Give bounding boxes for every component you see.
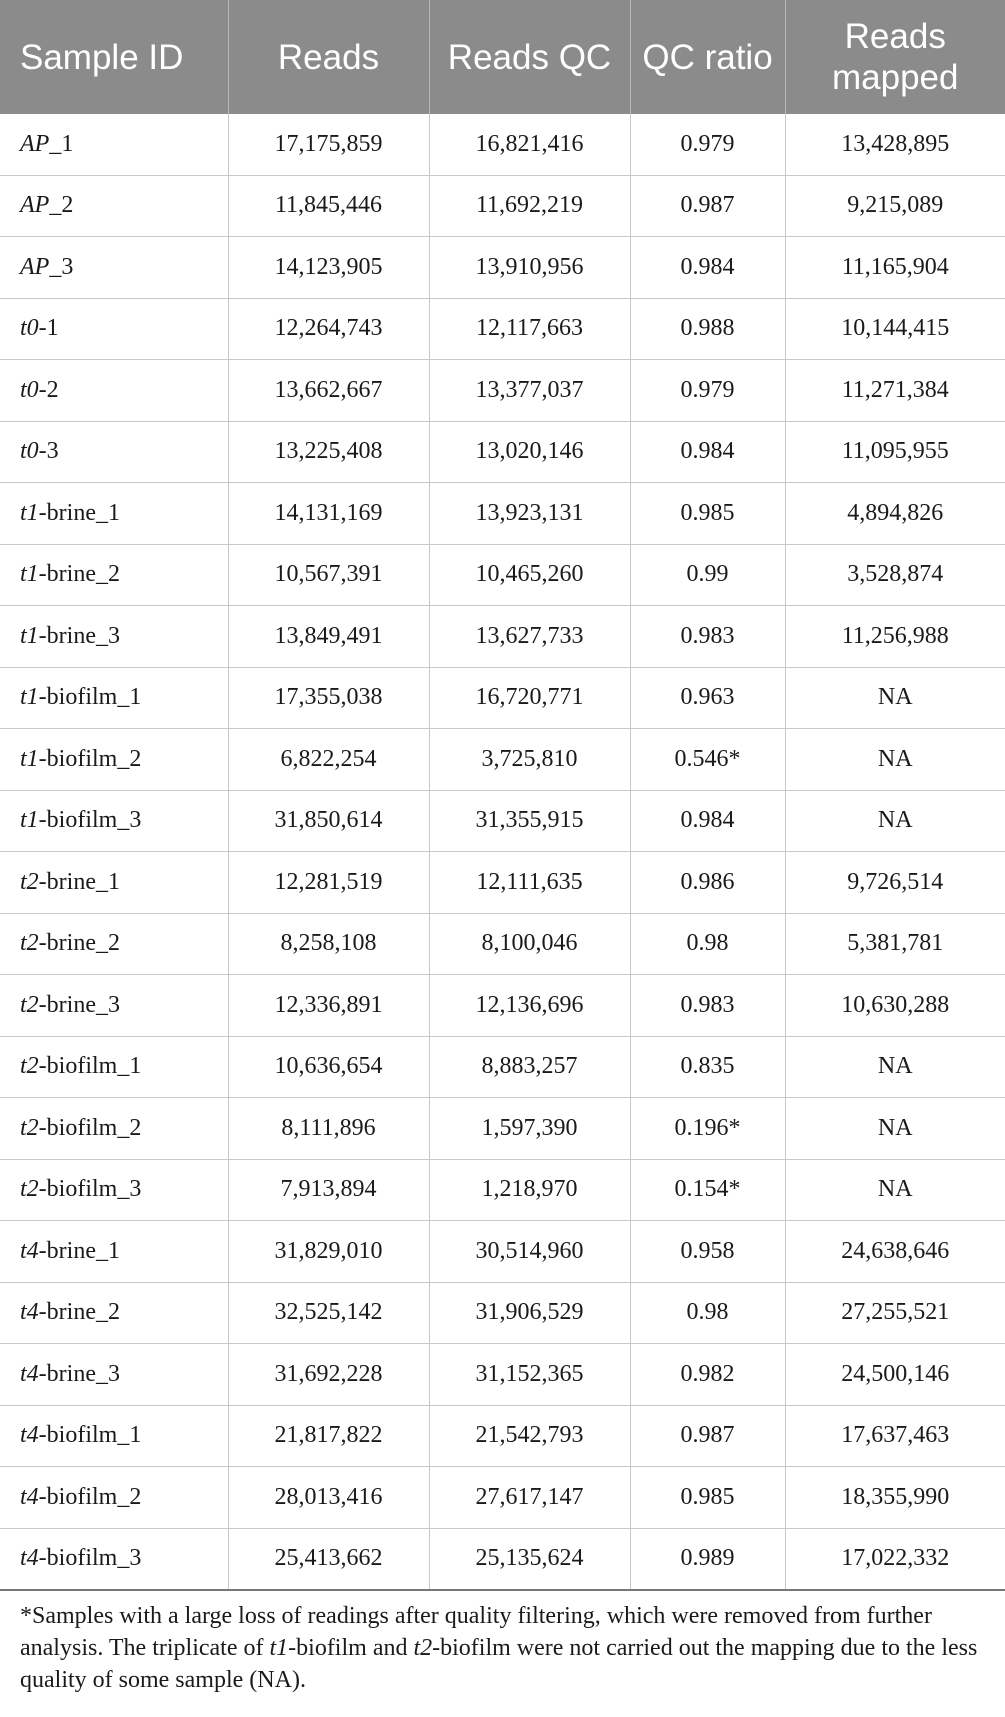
sample-id-suffix: -2 (38, 376, 59, 403)
cell-reads-qc: 31,355,915 (429, 790, 630, 852)
sample-id-suffix: -3 (38, 438, 59, 465)
cell-qc-ratio: 0.983 (630, 975, 785, 1037)
table-row (0, 852, 1005, 914)
cell-reads: 31,692,228 (228, 1344, 429, 1406)
cell-qc-ratio: 0.985 (630, 1467, 785, 1529)
table-row (0, 1344, 1005, 1406)
cell-reads: 8,258,108 (228, 913, 429, 975)
cell-sample-id (0, 852, 228, 914)
table-row (0, 237, 1005, 299)
cell-reads: 31,850,614 (228, 790, 429, 852)
cell-sample-id (0, 667, 228, 729)
sample-id-suffix: -biofilm_2 (38, 1114, 142, 1141)
cell-reads-qc: 1,218,970 (429, 1159, 630, 1221)
sample-id-suffix: -brine_3 (38, 991, 120, 1018)
cell-reads-mapped: 18,355,990 (785, 1467, 1005, 1529)
cell-reads-mapped: 10,630,288 (785, 975, 1005, 1037)
cell-qc-ratio: 0.979 (630, 360, 785, 422)
sample-id-suffix: -biofilm_1 (38, 684, 142, 711)
cell-reads-mapped: NA (785, 667, 1005, 729)
table-row (0, 360, 1005, 422)
cell-qc-ratio: 0.98 (630, 913, 785, 975)
sample-id-prefix: t4 (20, 1299, 39, 1326)
footnote-italic-t2: t2 (413, 1635, 433, 1661)
sample-id-prefix: AP (20, 192, 50, 219)
cell-reads-mapped: 24,500,146 (785, 1344, 1005, 1406)
cell-qc-ratio: 0.196* (630, 1098, 785, 1160)
cell-sample-id (0, 1036, 228, 1098)
sample-id-suffix: -brine_2 (38, 930, 120, 957)
sample-id-prefix: t1 (20, 561, 39, 588)
cell-reads-qc: 12,136,696 (429, 975, 630, 1037)
cell-reads: 31,829,010 (228, 1221, 429, 1283)
cell-reads-qc: 16,720,771 (429, 667, 630, 729)
table-row (0, 1159, 1005, 1221)
cell-sample-id (0, 606, 228, 668)
cell-reads: 17,355,038 (228, 667, 429, 729)
cell-qc-ratio: 0.986 (630, 852, 785, 914)
footnote-text: -biofilm and (288, 1635, 414, 1661)
cell-qc-ratio: 0.154* (630, 1159, 785, 1221)
cell-reads-mapped: 11,271,384 (785, 360, 1005, 422)
cell-qc-ratio: 0.983 (630, 606, 785, 668)
cell-qc-ratio: 0.546* (630, 729, 785, 791)
cell-reads: 28,013,416 (228, 1467, 429, 1529)
cell-reads-qc: 8,100,046 (429, 913, 630, 975)
header-sample-id: Sample ID (0, 0, 228, 114)
table-body (0, 114, 1005, 1590)
sample-id-suffix: -brine_3 (38, 1360, 120, 1387)
sample-id-prefix: t2 (20, 991, 39, 1018)
sample-id-prefix: t0 (20, 438, 39, 465)
sample-id-suffix: -brine_1 (38, 868, 120, 895)
cell-qc-ratio: 0.99 (630, 544, 785, 606)
cell-qc-ratio: 0.984 (630, 237, 785, 299)
table-row (0, 544, 1005, 606)
sample-id-prefix: t1 (20, 745, 39, 772)
cell-reads-qc: 30,514,960 (429, 1221, 630, 1283)
table-row (0, 1282, 1005, 1344)
cell-reads: 10,567,391 (228, 544, 429, 606)
cell-sample-id (0, 790, 228, 852)
sample-id-prefix: t0 (20, 315, 39, 342)
cell-sample-id (0, 729, 228, 791)
header-reads: Reads (228, 0, 429, 114)
sample-id-suffix: -biofilm_2 (38, 745, 142, 772)
cell-sample-id (0, 1282, 228, 1344)
sample-id-prefix: t2 (20, 1114, 39, 1141)
table-row (0, 1467, 1005, 1529)
cell-reads-qc: 10,465,260 (429, 544, 630, 606)
sample-id-suffix: -1 (38, 315, 59, 342)
cell-reads: 32,525,142 (228, 1282, 429, 1344)
table-row (0, 421, 1005, 483)
cell-reads: 14,123,905 (228, 237, 429, 299)
cell-reads-qc: 13,627,733 (429, 606, 630, 668)
sample-id-suffix: -biofilm_3 (38, 1545, 142, 1572)
cell-reads-qc: 13,020,146 (429, 421, 630, 483)
cell-reads-qc: 31,152,365 (429, 1344, 630, 1406)
cell-reads-mapped: 17,637,463 (785, 1405, 1005, 1467)
cell-reads: 11,845,446 (228, 175, 429, 237)
footnote-italic-t1: t1 (269, 1635, 289, 1661)
cell-reads-mapped: NA (785, 1098, 1005, 1160)
footnote-text: *Samples with a large loss of readings after quality filtering, which were removed from further analysis. The triplicate of (20, 1603, 932, 1661)
table-row (0, 1221, 1005, 1283)
cell-sample-id (0, 1098, 228, 1160)
header-reads-qc: Reads QC (429, 0, 630, 114)
cell-reads-mapped: 10,144,415 (785, 298, 1005, 360)
cell-reads-mapped: 11,095,955 (785, 421, 1005, 483)
cell-sample-id (0, 298, 228, 360)
sample-id-suffix: -biofilm_3 (38, 1176, 142, 1203)
cell-qc-ratio: 0.984 (630, 790, 785, 852)
sample-id-prefix: t2 (20, 1053, 39, 1080)
cell-qc-ratio: 0.987 (630, 175, 785, 237)
table-row (0, 729, 1005, 791)
cell-reads: 8,111,896 (228, 1098, 429, 1160)
table-row (0, 298, 1005, 360)
cell-reads-qc: 3,725,810 (429, 729, 630, 791)
sample-id-suffix: -brine_2 (38, 1299, 120, 1326)
cell-reads: 21,817,822 (228, 1405, 429, 1467)
cell-sample-id (0, 1467, 228, 1529)
cell-reads-mapped: 9,726,514 (785, 852, 1005, 914)
cell-reads: 7,913,894 (228, 1159, 429, 1221)
cell-reads: 14,131,169 (228, 483, 429, 545)
cell-qc-ratio: 0.987 (630, 1405, 785, 1467)
sample-id-suffix: -brine_1 (38, 1237, 120, 1264)
sample-id-prefix: t4 (20, 1545, 39, 1572)
cell-reads-mapped: 11,256,988 (785, 606, 1005, 668)
sample-id-prefix: t2 (20, 930, 39, 957)
sample-id-prefix: AP (20, 130, 50, 157)
sample-id-suffix: -biofilm_1 (38, 1053, 142, 1080)
cell-reads-qc: 1,597,390 (429, 1098, 630, 1160)
cell-reads-mapped: NA (785, 1159, 1005, 1221)
sample-id-suffix: -biofilm_2 (38, 1483, 142, 1510)
sample-id-prefix: t4 (20, 1237, 39, 1264)
cell-sample-id (0, 975, 228, 1037)
sample-id-suffix: -brine_1 (38, 499, 120, 526)
table-row (0, 975, 1005, 1037)
cell-sample-id (0, 1344, 228, 1406)
cell-reads-mapped: 24,638,646 (785, 1221, 1005, 1283)
sample-id-prefix: t4 (20, 1483, 39, 1510)
cell-sample-id (0, 544, 228, 606)
sample-id-prefix: AP (20, 253, 50, 280)
cell-reads-mapped: 3,528,874 (785, 544, 1005, 606)
sample-id-prefix: t4 (20, 1422, 39, 1449)
cell-reads: 17,175,859 (228, 114, 429, 175)
cell-reads-qc: 13,377,037 (429, 360, 630, 422)
sample-id-suffix: -biofilm_3 (38, 807, 142, 834)
cell-reads-qc: 12,117,663 (429, 298, 630, 360)
cell-reads-qc: 8,883,257 (429, 1036, 630, 1098)
cell-reads-qc: 12,111,635 (429, 852, 630, 914)
sample-id-prefix: t2 (20, 1176, 39, 1203)
cell-reads-mapped: 4,894,826 (785, 483, 1005, 545)
cell-qc-ratio: 0.989 (630, 1528, 785, 1590)
cell-reads: 12,336,891 (228, 975, 429, 1037)
table-row (0, 913, 1005, 975)
cell-reads: 10,636,654 (228, 1036, 429, 1098)
header-qc-ratio: QC ratio (630, 0, 785, 114)
cell-reads-mapped: 11,165,904 (785, 237, 1005, 299)
cell-reads: 13,225,408 (228, 421, 429, 483)
table-row (0, 790, 1005, 852)
sample-id-prefix: t1 (20, 807, 39, 834)
cell-qc-ratio: 0.98 (630, 1282, 785, 1344)
cell-sample-id (0, 360, 228, 422)
table-row (0, 483, 1005, 545)
table-row (0, 1405, 1005, 1467)
cell-sample-id (0, 1221, 228, 1283)
cell-sample-id (0, 237, 228, 299)
cell-qc-ratio: 0.958 (630, 1221, 785, 1283)
sample-id-prefix: t4 (20, 1360, 39, 1387)
sample-id-prefix: t2 (20, 868, 39, 895)
cell-reads-qc: 11,692,219 (429, 175, 630, 237)
cell-qc-ratio: 0.963 (630, 667, 785, 729)
sample-id-prefix: t1 (20, 499, 39, 526)
sample-id-suffix: _2 (49, 192, 74, 219)
cell-reads-mapped: NA (785, 790, 1005, 852)
cell-reads-mapped: NA (785, 729, 1005, 791)
table-footnote (20, 1600, 995, 1696)
sample-id-suffix: -brine_3 (38, 622, 120, 649)
cell-qc-ratio: 0.982 (630, 1344, 785, 1406)
cell-sample-id (0, 483, 228, 545)
cell-sample-id (0, 175, 228, 237)
cell-sample-id (0, 421, 228, 483)
cell-sample-id (0, 1159, 228, 1221)
cell-reads-qc: 25,135,624 (429, 1528, 630, 1590)
cell-reads-qc: 13,923,131 (429, 483, 630, 545)
footnote-text: -biofilm were not carried out the mapping due to the less quality of some sample (NA). (20, 1635, 978, 1693)
cell-reads-mapped: 9,215,089 (785, 175, 1005, 237)
table-row (0, 175, 1005, 237)
cell-qc-ratio: 0.979 (630, 114, 785, 175)
table-row (0, 667, 1005, 729)
cell-reads-mapped: NA (785, 1036, 1005, 1098)
sample-id-prefix: t1 (20, 622, 39, 649)
cell-reads-qc: 31,906,529 (429, 1282, 630, 1344)
cell-reads-mapped: 13,428,895 (785, 114, 1005, 175)
table-row (0, 1528, 1005, 1590)
sample-id-prefix: t1 (20, 684, 39, 711)
cell-qc-ratio: 0.988 (630, 298, 785, 360)
cell-reads-qc: 16,821,416 (429, 114, 630, 175)
table-row (0, 606, 1005, 668)
cell-reads-mapped: 17,022,332 (785, 1528, 1005, 1590)
cell-sample-id (0, 913, 228, 975)
cell-reads: 12,281,519 (228, 852, 429, 914)
sample-id-suffix: -biofilm_1 (38, 1422, 142, 1449)
cell-reads: 13,849,491 (228, 606, 429, 668)
cell-reads-qc: 21,542,793 (429, 1405, 630, 1467)
table-row (0, 1036, 1005, 1098)
cell-reads: 12,264,743 (228, 298, 429, 360)
sample-id-suffix: _3 (49, 253, 74, 280)
cell-qc-ratio: 0.984 (630, 421, 785, 483)
cell-qc-ratio: 0.835 (630, 1036, 785, 1098)
cell-reads-mapped: 5,381,781 (785, 913, 1005, 975)
cell-qc-ratio: 0.985 (630, 483, 785, 545)
cell-sample-id (0, 1528, 228, 1590)
cell-reads-qc: 27,617,147 (429, 1467, 630, 1529)
header-reads-mapped: Reads mapped (785, 0, 1005, 114)
cell-sample-id (0, 114, 228, 175)
cell-reads-qc: 13,910,956 (429, 237, 630, 299)
sample-id-suffix: _1 (49, 130, 74, 157)
sample-id-prefix: t0 (20, 376, 39, 403)
table-row (0, 1098, 1005, 1160)
cell-reads: 25,413,662 (228, 1528, 429, 1590)
cell-reads: 6,822,254 (228, 729, 429, 791)
header-row (0, 0, 1005, 114)
cell-reads: 13,662,667 (228, 360, 429, 422)
table-row (0, 114, 1005, 175)
sample-id-suffix: -brine_2 (38, 561, 120, 588)
cell-sample-id (0, 1405, 228, 1467)
cell-reads-mapped: 27,255,521 (785, 1282, 1005, 1344)
